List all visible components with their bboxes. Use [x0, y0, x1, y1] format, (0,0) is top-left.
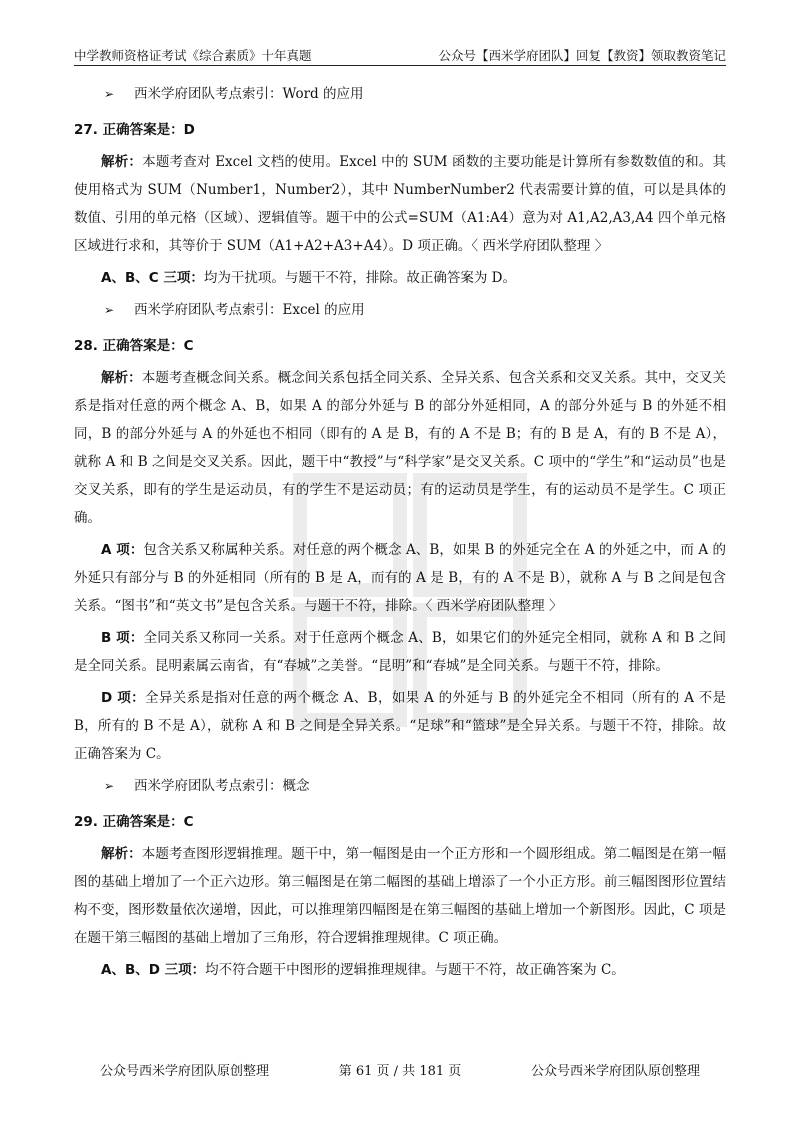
question-28-option-d: D 项：全异关系是指对任意的两个概念 A、B，如果 A 的外延与 B 的外延完全不相同（所有的 A 不是 B，所有的 B 不是 A），就称 A 和 B 之间是全异关系。“足球”和“篮球”是全异关系。与题干不符，排除。故正确答案为 C。: [74, 690, 726, 762]
header-divider: [74, 65, 726, 66]
footer-left: 公众号西米学府团队原创整理: [100, 1064, 270, 1079]
page-number: 第 61 页 / 共 181 页: [338, 1064, 462, 1079]
question-28-answer: 28. 正确答案是：C: [74, 338, 194, 354]
page-header: [74, 42, 726, 64]
keypoint-index: ➢ 西米学府团队考点索引：Excel 的应用: [74, 296, 726, 324]
arrow-bullet-icon: ➢: [104, 779, 115, 793]
page-footer: [100, 1060, 700, 1079]
question-27-answer: 27. 正确答案是：D: [74, 122, 195, 138]
header-right: 公众号【西米学府团队】回复【教资】领取教资笔记: [438, 48, 726, 63]
question-29-answer: 29. 正确答案是：C: [74, 814, 194, 830]
footer-right: 公众号西米学府团队原创整理: [530, 1064, 700, 1079]
keypoint-index: ➢ 西米学府团队考点索引：Word 的应用: [74, 80, 726, 108]
question-29-options-abd: A、B、D 三项：均不符合题干中图形的逻辑推理规律。与题干不符，故正确答案为 C。: [101, 962, 625, 978]
question-28-option-b: B 项：全同关系又称同一关系。对于任意两个概念 A、B，如果它们的外延完全相同，就称 A 和 B 之间是全同关系。昆明素属云南省，有“春城”之美誉。“昆明”和“春城”是全同关系。与题干不符，排除。: [74, 630, 726, 674]
keypoint-index: ➢ 西米学府团队考点索引：概念: [74, 772, 726, 800]
arrow-bullet-icon: ➢: [104, 303, 115, 317]
arrow-bullet-icon: ➢: [104, 87, 115, 101]
page-content: [74, 80, 726, 988]
question-29-analysis: 解析：本题考查图形逻辑推理。题干中，第一幅图是由一个正方形和一个圆形组成。第二幅图是在第一幅图的基础上增加了一个正六边形。第三幅图是在第二幅图的基础上增添了一个小正方形。前三幅图图形位置结构不变，图形数量依次递增，因此，可以推理第四幅图是在第三幅图的基础上增加一个新图形。因此，C 项是在题干第三幅图的基础上增加了三角形，符合逻辑推理规律。C 项正确。: [74, 846, 727, 946]
header-left: 中学教师资格证考试《综合素质》十年真题: [74, 48, 312, 63]
question-28-analysis: 解析：本题考查概念间关系。概念间关系包括全同关系、全异关系、包含关系和交叉关系。其中，交叉关系是指对任意的两个概念 A、B，如果 A 的部分外延与 B 的部分外延相同，A 的部分外延与 B 的外延不相同，B 的部分外延与 A 的外延也不相同（即有的 A 是 B，有的 A 不是 B；有的 B 是 A，有的 B 不是 A），就称 A 和 B 之间是交叉关系。因此，题干中“教授”与“科学家”是交叉关系。C 项中的“学生”和“运动员”也是交叉关系，即有的学生是运动员，有的学生不是运动员；有的运动员是学生，有的运动员不是学生。C 项正确。: [74, 370, 727, 526]
question-27-analysis: 解析：本题考查对 Excel 文档的使用。Excel 中的 SUM 函数的主要功能是计算所有参数数值的和。其使用格式为 SUM（Number1，Number2），其中 NumberNumber2 代表需要计算的值，可以是具体的数值、引用的单元格（区域）、逻辑值等。题干中的公式=SUM（A1:A4）意为对 A1,A2,A3,A4 四个单元格区域进行求和，其等价于 SUM（A1+A2+A3+A4）。D 项正确。〈 西米学府团队整理 〉: [74, 154, 727, 254]
question-27-options-abc: A、B、C 三项：均为干扰项。与题干不符，排除。故正确答案为 D。: [101, 270, 516, 286]
question-28-option-a: A 项：包含关系又称属种关系。对任意的两个概念 A、B，如果 B 的外延完全在 A 的外延之中，而 A 的外延只有部分与 B 的外延相同（所有的 B 是 A，而有的 A 是 B，有的 A 不是 B），就称 A 与 B 之间是包含关系。“图书”和“英文书”是包含关系。与题干不符，排除。〈 西米学府团队整理 〉: [74, 542, 726, 614]
